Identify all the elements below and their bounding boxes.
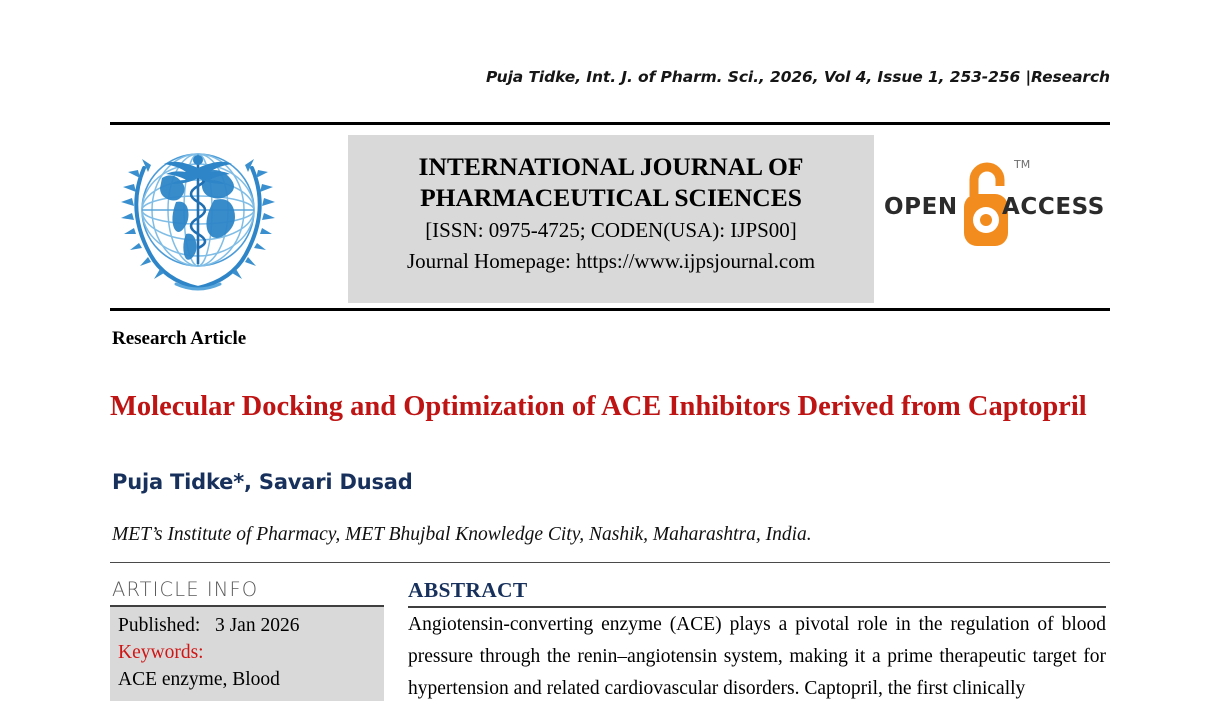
abstract-column bbox=[408, 578, 1106, 705]
journal-title-line-2: PHARMACEUTICAL SCIENCES bbox=[420, 183, 802, 212]
journal-title-box bbox=[348, 135, 874, 303]
keywords-label: Keywords: bbox=[118, 641, 204, 663]
journal-masthead bbox=[110, 132, 1110, 306]
article-info-heading: ARTICLE INFO bbox=[112, 578, 259, 601]
header-bottom-divider bbox=[110, 308, 1110, 311]
journal-issn: [ISSN: 0975-4725; CODEN(USA): IJPS00] bbox=[425, 218, 797, 242]
who-globe-caduceus-logo bbox=[118, 138, 278, 300]
header-top-divider bbox=[110, 122, 1110, 125]
article-info-box bbox=[110, 607, 384, 701]
open-access-word-access: ACCESS bbox=[1002, 194, 1105, 220]
affiliation-divider bbox=[110, 562, 1110, 563]
open-access-badge bbox=[882, 154, 1110, 274]
abstract-heading: ABSTRACT bbox=[408, 578, 528, 602]
page-title: Molecular Docking and Optimization of ACE Inhibitors Derived from Captopril bbox=[110, 391, 1087, 423]
affiliation: MET’s Institute of Pharmacy, MET Bhujbal Knowledge City, Nashik, Maharashtra, India. bbox=[112, 524, 812, 545]
keywords-value: ACE enzyme, Blood bbox=[118, 668, 280, 690]
abstract-text: Angiotensin-converting enzyme (ACE) plays a pivotal role in the regulation of blood pressure through the renin–angiotensin system, making it a prime therapeutic target for hypertension and related cardiovascular disorders. Captopril, the first clinically bbox=[408, 613, 1106, 699]
published-date-line: Published: 3 Jan 2026 bbox=[118, 614, 300, 636]
abstract-divider bbox=[408, 606, 1106, 608]
trademark-icon: TM bbox=[1014, 158, 1031, 171]
article-type-label: Research Article bbox=[112, 328, 247, 349]
journal-homepage: Journal Homepage: https://www.ijpsjournal.com bbox=[406, 249, 816, 273]
journal-title-line-1: INTERNATIONAL JOURNAL OF bbox=[418, 152, 804, 181]
open-access-word-open: OPEN bbox=[884, 194, 958, 220]
article-info-column bbox=[110, 578, 384, 701]
running-head: Puja Tidke, Int. J. of Pharm. Sci., 2026, Vol 4, Issue 1, 253-256 |Research bbox=[485, 68, 1110, 86]
author-list: Puja Tidke*, Savari Dusad bbox=[112, 470, 413, 494]
